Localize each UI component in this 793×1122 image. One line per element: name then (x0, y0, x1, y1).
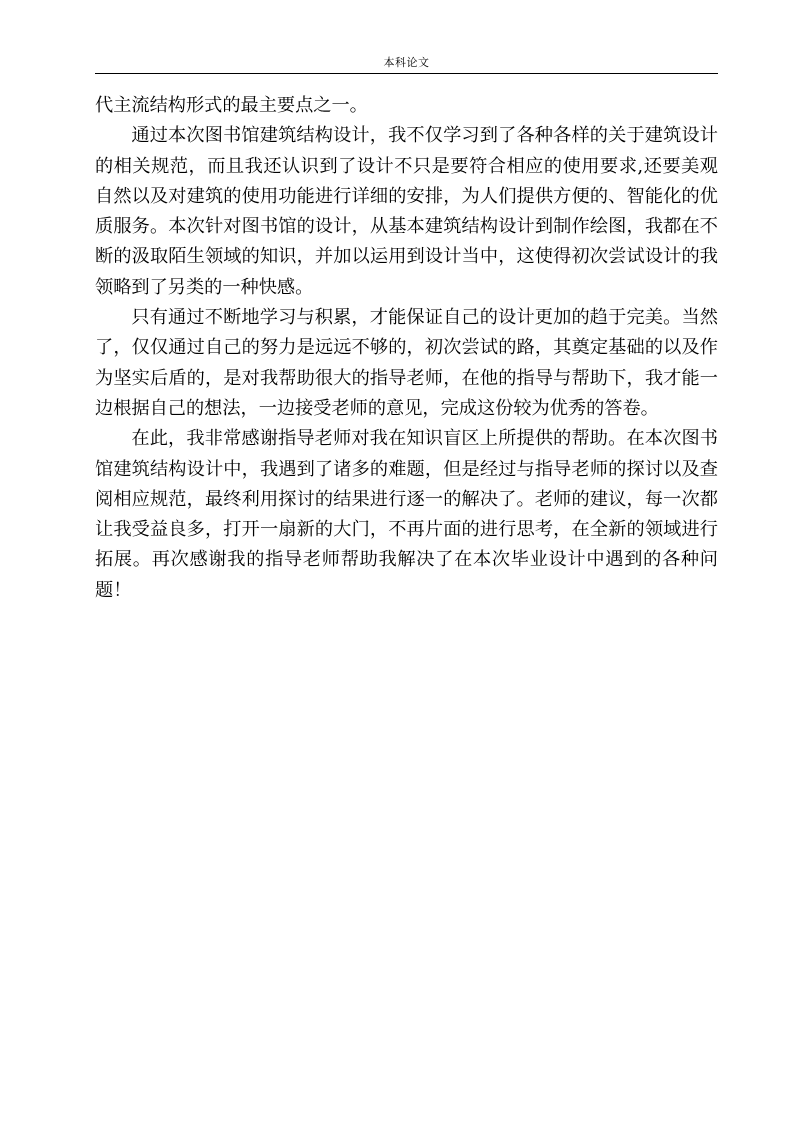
header-divider (95, 73, 718, 74)
paragraph: 通过本次图书馆建筑结构设计，我不仅学习到了各种各样的关于建筑设计的相关规范，而且我还认识到了设计不只是要符合相应的使用要求,还要美观自然以及对建筑的使用功能进行详细的安排，为人们提供方便的、智能化的优质服务。本次针对图书馆的设计，从基本建筑结构设计到制作绘图，我都在不断的汲取陌生领域的知识，并加以运用到设计当中，这使得初次尝试设计的我领略到了另类的一种快感。 (95, 125, 718, 298)
paragraph-continuation: 代主流结构形式的最主要点之一。 (95, 95, 368, 116)
body-text (95, 91, 718, 606)
paragraph: 在此，我非常感谢指导老师对我在知识盲区上所提供的帮助。在本次图书馆建筑结构设计中，我遇到了诸多的难题，但是经过与指导老师的探讨以及查阅相应规范，最终利用探讨的结果进行逐一的解决了。老师的建议，每一次都让我受益良多，打开一扇新的大门，不再片面的进行思考，在全新的领域进行拓展。再次感谢我的指导老师帮助我解决了在本次毕业设计中遇到的各种问题！ (95, 428, 718, 601)
paragraph: 只有通过不断地学习与积累，才能保证自己的设计更加的趋于完美。当然了，仅仅通过自己的努力是远远不够的，初次尝试的路，其奠定基础的以及作为坚实后盾的，是对我帮助很大的指导老师，在他的指导与帮助下，我才能一边根据自己的想法，一边接受老师的意见，完成这份较为优秀的答卷。 (95, 307, 718, 419)
page-header-title: 本科论文 (383, 56, 430, 69)
